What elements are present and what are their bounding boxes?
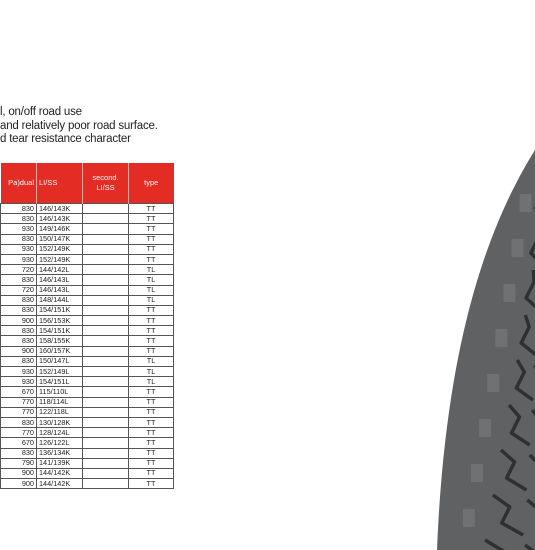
cell-type: TT xyxy=(129,397,174,407)
cell-li-ss: 150/147K xyxy=(37,234,83,244)
table-row xyxy=(1,458,174,468)
cell-dual: 830 xyxy=(1,448,37,458)
table-row xyxy=(1,244,174,254)
cell-li-ss: 149/146K xyxy=(37,224,83,234)
cell-second-li-ss xyxy=(83,346,129,356)
cell-second-li-ss xyxy=(83,458,129,468)
cell-li-ss: 141/139K xyxy=(37,458,83,468)
cell-second-li-ss xyxy=(83,214,129,224)
header-li-ss: LI/SS xyxy=(37,163,83,204)
cell-li-ss: 146/143L xyxy=(37,275,83,285)
cell-second-li-ss xyxy=(83,428,129,438)
cell-type: TT xyxy=(129,387,174,397)
cell-second-li-ss xyxy=(83,367,129,377)
cell-dual: 830 xyxy=(1,336,37,346)
tread-block-highlight xyxy=(471,464,483,482)
cell-dual: 830 xyxy=(1,305,37,315)
table-row xyxy=(1,316,174,326)
cell-type: TT xyxy=(129,305,174,315)
cell-dual: 770 xyxy=(1,407,37,417)
cell-dual: 790 xyxy=(1,458,37,468)
cell-second-li-ss xyxy=(83,204,129,214)
cell-li-ss: 154/151K xyxy=(37,326,83,336)
cell-dual: 770 xyxy=(1,397,37,407)
table-row xyxy=(1,448,174,458)
cell-second-li-ss xyxy=(83,356,129,366)
cell-dual: 900 xyxy=(1,346,37,356)
cell-dual: 900 xyxy=(1,479,37,489)
cell-second-li-ss xyxy=(83,377,129,387)
cell-dual: 830 xyxy=(1,214,37,224)
spec-table-header xyxy=(1,163,174,204)
cell-type: TT xyxy=(129,448,174,458)
header-second-text: second. LI/SS xyxy=(92,173,118,192)
cell-type: TL xyxy=(129,265,174,275)
cell-type: TT xyxy=(129,326,174,336)
cell-second-li-ss xyxy=(83,295,129,305)
cell-li-ss: 150/147L xyxy=(37,356,83,366)
spec-table xyxy=(0,163,174,489)
cell-second-li-ss xyxy=(83,316,129,326)
tread-block-highlight xyxy=(463,509,475,527)
cell-dual: 900 xyxy=(1,316,37,326)
table-row xyxy=(1,438,174,448)
cell-li-ss: 154/151K xyxy=(37,305,83,315)
cell-type: TT xyxy=(129,479,174,489)
cell-dual: 930 xyxy=(1,244,37,254)
cell-li-ss: 156/153K xyxy=(37,316,83,326)
cell-second-li-ss xyxy=(83,417,129,427)
cell-dual: 930 xyxy=(1,377,37,387)
cell-dual: 930 xyxy=(1,224,37,234)
cell-dual: 830 xyxy=(1,417,37,427)
table-row xyxy=(1,336,174,346)
table-row xyxy=(1,367,174,377)
cell-dual: 830 xyxy=(1,234,37,244)
cell-li-ss: 148/144L xyxy=(37,295,83,305)
table-row xyxy=(1,387,174,397)
spec-table-body xyxy=(1,204,174,489)
cell-type: TT xyxy=(129,244,174,254)
cell-dual: 930 xyxy=(1,254,37,264)
table-row xyxy=(1,479,174,489)
cell-second-li-ss xyxy=(83,224,129,234)
cell-type: TL xyxy=(129,356,174,366)
cell-type: TL xyxy=(129,275,174,285)
cell-second-li-ss xyxy=(83,448,129,458)
table-row xyxy=(1,295,174,305)
cell-li-ss: 136/134K xyxy=(37,448,83,458)
table-row xyxy=(1,305,174,315)
cell-type: TT xyxy=(129,204,174,214)
table-row xyxy=(1,377,174,387)
cell-second-li-ss xyxy=(83,438,129,448)
table-row xyxy=(1,234,174,244)
cell-type: TT xyxy=(129,234,174,244)
table-row xyxy=(1,417,174,427)
cell-li-ss: 158/155K xyxy=(37,336,83,346)
table-row xyxy=(1,285,174,295)
cell-type: TT xyxy=(129,224,174,234)
table-row xyxy=(1,254,174,264)
cell-dual: 830 xyxy=(1,275,37,285)
tread-block-highlight xyxy=(520,194,532,212)
cell-second-li-ss xyxy=(83,234,129,244)
table-row xyxy=(1,407,174,417)
cell-second-li-ss xyxy=(83,468,129,478)
cell-type: TL xyxy=(129,295,174,305)
header-type: type xyxy=(129,163,174,204)
tread-block-highlight xyxy=(512,239,524,257)
cell-type: TT xyxy=(129,336,174,346)
table-row xyxy=(1,224,174,234)
cell-second-li-ss xyxy=(83,336,129,346)
cell-li-ss: 130/128K xyxy=(37,417,83,427)
table-row xyxy=(1,356,174,366)
cell-second-li-ss xyxy=(83,407,129,417)
cell-second-li-ss xyxy=(83,397,129,407)
cell-type: TL xyxy=(129,285,174,295)
cell-li-ss: 144/142K xyxy=(37,479,83,489)
cell-li-ss: 146/143K xyxy=(37,214,83,224)
cell-li-ss: 152/149K xyxy=(37,254,83,264)
cell-type: TT xyxy=(129,458,174,468)
tread-block-highlight xyxy=(487,374,499,392)
cell-dual: 670 xyxy=(1,387,37,397)
cell-type: TL xyxy=(129,367,174,377)
cell-li-ss: 144/142L xyxy=(37,265,83,275)
cell-li-ss: 126/122L xyxy=(37,438,83,448)
cell-second-li-ss xyxy=(83,387,129,397)
cell-second-li-ss xyxy=(83,326,129,336)
cell-li-ss: 152/149L xyxy=(37,367,83,377)
table-row xyxy=(1,275,174,285)
table-row xyxy=(1,326,174,336)
cell-dual: 720 xyxy=(1,285,37,295)
cell-second-li-ss xyxy=(83,254,129,264)
table-row xyxy=(1,214,174,224)
cell-type: TT xyxy=(129,438,174,448)
table-row xyxy=(1,428,174,438)
cell-li-ss: 152/149K xyxy=(37,244,83,254)
table-row xyxy=(1,397,174,407)
cell-second-li-ss xyxy=(83,265,129,275)
cell-type: TT xyxy=(129,346,174,356)
tread-block-highlight xyxy=(503,284,515,302)
tire-tread-image xyxy=(425,150,535,550)
cell-dual: 930 xyxy=(1,367,37,377)
cell-dual: 770 xyxy=(1,428,37,438)
cell-type: TT xyxy=(129,316,174,326)
cell-second-li-ss xyxy=(83,479,129,489)
header-second-li-ss xyxy=(83,163,129,204)
description-line-3: d tear resistance character xyxy=(0,133,158,147)
cell-second-li-ss xyxy=(83,275,129,285)
cell-li-ss: 115/110L xyxy=(37,387,83,397)
cell-type: TL xyxy=(129,377,174,387)
cell-dual: 720 xyxy=(1,265,37,275)
cell-dual: 830 xyxy=(1,295,37,305)
cell-type: TT xyxy=(129,468,174,478)
cell-li-ss: 160/157K xyxy=(37,346,83,356)
cell-li-ss: 146/143K xyxy=(37,204,83,214)
cell-second-li-ss xyxy=(83,244,129,254)
cell-li-ss: 118/114L xyxy=(37,397,83,407)
cell-dual: 830 xyxy=(1,356,37,366)
tread-block-highlight xyxy=(495,329,507,347)
cell-type: TT xyxy=(129,214,174,224)
cell-dual: 830 xyxy=(1,204,37,214)
cell-li-ss: 146/143L xyxy=(37,285,83,295)
table-row xyxy=(1,265,174,275)
cell-li-ss: 128/124L xyxy=(37,428,83,438)
table-row xyxy=(1,468,174,478)
tread-block-highlight xyxy=(479,419,491,437)
cell-second-li-ss xyxy=(83,305,129,315)
cell-type: TT xyxy=(129,254,174,264)
cell-li-ss: 154/151L xyxy=(37,377,83,387)
cell-type: TT xyxy=(129,407,174,417)
table-row xyxy=(1,204,174,214)
cell-type: TT xyxy=(129,428,174,438)
description-line-2: and relatively poor road surface. xyxy=(0,120,158,134)
product-description xyxy=(0,106,158,147)
cell-li-ss: 144/142K xyxy=(37,468,83,478)
cell-li-ss: 122/118L xyxy=(37,407,83,417)
cell-dual: 670 xyxy=(1,438,37,448)
cell-second-li-ss xyxy=(83,285,129,295)
description-line-1: l, on/off road use xyxy=(0,106,158,120)
cell-type: TT xyxy=(129,417,174,427)
cell-dual: 900 xyxy=(1,468,37,478)
cell-dual: 830 xyxy=(1,326,37,336)
table-row xyxy=(1,346,174,356)
header-dual-pressure: Pa)dual xyxy=(1,163,37,204)
